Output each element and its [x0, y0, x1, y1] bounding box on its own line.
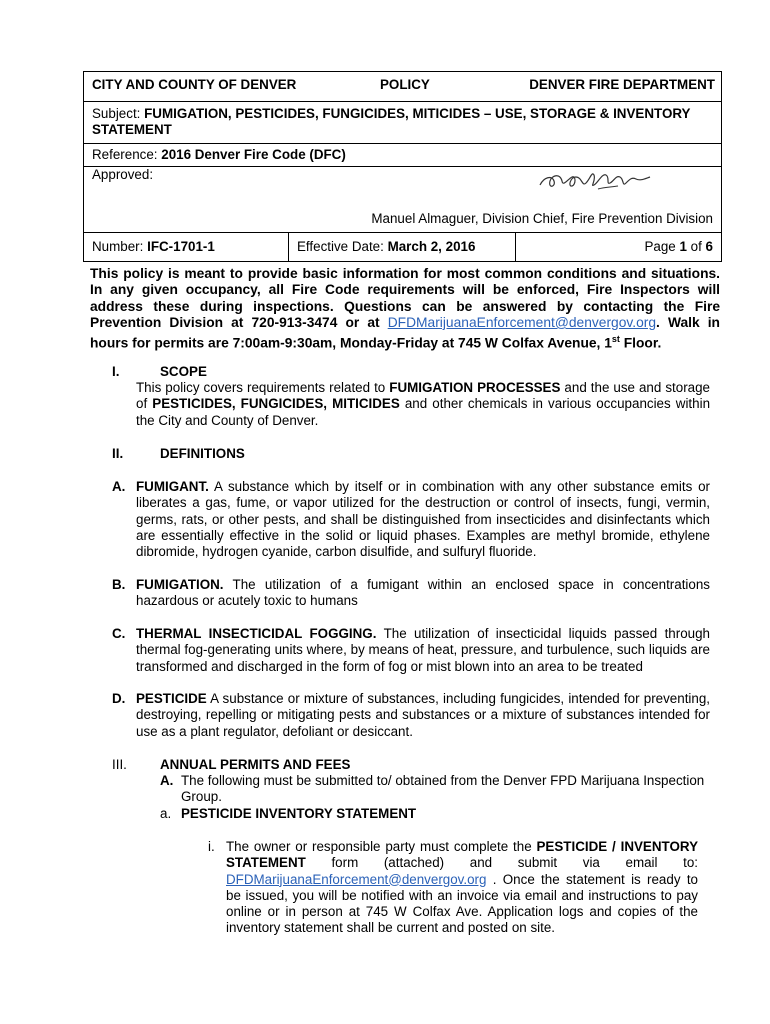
page-of: of [690, 239, 702, 254]
effective-value: March 2, 2016 [387, 239, 476, 254]
def-c-label: C. [112, 626, 126, 641]
header-policy: POLICY [380, 77, 430, 92]
number-label: Number: [92, 239, 144, 254]
subject-row [84, 102, 721, 144]
signature-image [532, 167, 657, 195]
subject-label: Subject: [92, 106, 141, 121]
reference-label: Reference: [92, 147, 158, 162]
approver-name: Manuel Almaguer, Division Chief, Fire Prevention Division [371, 211, 713, 226]
reference-text: 2016 Denver Fire Code (DFC) [161, 147, 346, 162]
def-c-paragraph [136, 626, 710, 675]
permits-a-label: A. [160, 773, 174, 788]
intro-email-link[interactable]: DFDMarijuanaEnforcement@denvergov.org [387, 314, 657, 330]
permits-i-bold: PESTICIDE / INVENTORY STATEMENT [226, 839, 698, 871]
header-city: CITY AND COUNTY OF DENVER [92, 77, 297, 92]
intro-text-1: This policy is meant to provide basic information for most common conditions and situations. In any given occupancy, all Fire Code requirements will be enforced, Fire Inspectors will address these during inspections. Questions can be answered by contacting the Fire Prevention Division at 720-913-3474 or at [90, 266, 720, 330]
permits-sub-title: PESTICIDE INVENTORY STATEMENT [181, 806, 417, 821]
def-b-text: The utilization of a fumigant within an enclosed space in concentrations hazardous or acutely toxic to humans [136, 577, 710, 609]
def-d-label: D. [112, 691, 126, 706]
page-cell [516, 233, 721, 261]
subject-text: FUMIGATION, PESTICIDES, FUNGICIDES, MITICIDES – USE, STORAGE & INVENTORY STATEMENT [92, 106, 691, 137]
permits-i-paragraph [226, 839, 698, 937]
def-d-text: A substance or mixture of substances, including fungicides, intended for preventing, destroying, repelling or mitigating pests and substances or a mixture of substances intended for use as a plant regulator, defoliant or desiccant. [136, 691, 710, 739]
number-cell [84, 233, 289, 261]
intro-paragraph [90, 266, 720, 352]
scope-text-3: and other chemicals in various occupancies within the City and County of Denver. [136, 396, 711, 428]
header-department: DENVER FIRE DEPARTMENT [529, 77, 715, 92]
effective-cell [289, 233, 516, 261]
permits-i-text-1: The owner or responsible party must complete the [226, 839, 537, 854]
def-a-term: FUMIGANT. [136, 479, 209, 494]
def-c-text: The utilization of insecticidal liquids passed through thermal fog-generating units where, by means of heat, pressure, and turbulence, such liquids are transformed and discharged in the form of fog or mist blown into an area to be treated [136, 626, 710, 674]
scope-bold-2: PESTICIDES, FUNGICIDES, MITICIDES [152, 396, 400, 412]
scope-text-1: This policy covers requirements related to [136, 380, 390, 395]
approval-row [84, 167, 721, 233]
permits-email-link[interactable]: DFDMarijuanaEnforcement@denvergov.org [226, 871, 487, 887]
def-d-paragraph [136, 691, 710, 740]
permits-i-text-2: form (attached) and submit via email to: [305, 855, 698, 871]
scope-text-2: and the use and storage of [136, 380, 710, 412]
scope-title: SCOPE [160, 364, 207, 379]
scope-number: I. [112, 364, 120, 379]
permits-number: III. [112, 757, 127, 772]
page-number: 1 [679, 239, 687, 254]
definitions-title: DEFINITIONS [160, 446, 245, 461]
effective-label: Effective Date: [297, 239, 384, 254]
permits-title: ANNUAL PERMITS AND FEES [160, 757, 351, 772]
def-b-label: B. [112, 577, 126, 592]
number-value: IFC-1701-1 [147, 239, 215, 254]
permits-sub-label: a. [160, 806, 172, 821]
def-d-term: PESTICIDE [136, 691, 207, 706]
scope-bold-1: FUMIGATION PROCESSES [389, 380, 561, 395]
page-total: 6 [705, 239, 713, 254]
header-table [83, 71, 722, 262]
def-a-paragraph [136, 479, 710, 560]
scope-paragraph [136, 380, 710, 429]
definitions-number: II. [112, 446, 124, 461]
permits-i-label: i. [208, 839, 215, 854]
def-a-label: A. [112, 479, 126, 494]
def-b-paragraph [136, 577, 710, 610]
intro-text-2: . Walk in hours for permits are 7:00am-9:30am, Monday-Friday at 745 W Colfax Avenue, 1 [90, 314, 720, 351]
intro-sup: st [611, 334, 620, 345]
page-label: Page [644, 239, 676, 254]
header-row [84, 72, 721, 102]
approved-label: Approved: [92, 167, 154, 182]
permits-a-text: The following must be submitted to/ obtained from the Denver FPD Marijuana Inspection Group. [181, 773, 705, 805]
def-c-term: THERMAL INSECTICIDAL FOGGING. [136, 626, 377, 641]
number-row [84, 233, 721, 261]
reference-row [84, 144, 721, 167]
def-a-text: A substance which by itself or in combination with any other substance emits or liberates a gas, fume, or vapor utilized for the destruction or control of insects, fungi, vermin, germs, rats, or other pests, and shall be distinguished from insecticides and disinfectants which are essentially effective in the solid or liquid phases. Examples are methyl bromide, ethylene dibromide, hydrogen cyanide, carbon disulfide, and sulfuryl fluoride. [136, 479, 710, 560]
permits-i-text-3: . Once the statement is ready to be issued, you will be notified with an invoice via email and instructions to pay online or in person at 745 W Colfax Ave. Application logs and copies of the inventory statement shall be current and posted on site. [226, 871, 698, 936]
def-b-term: FUMIGATION. [136, 577, 224, 592]
intro-text-3: Floor. [619, 335, 662, 351]
